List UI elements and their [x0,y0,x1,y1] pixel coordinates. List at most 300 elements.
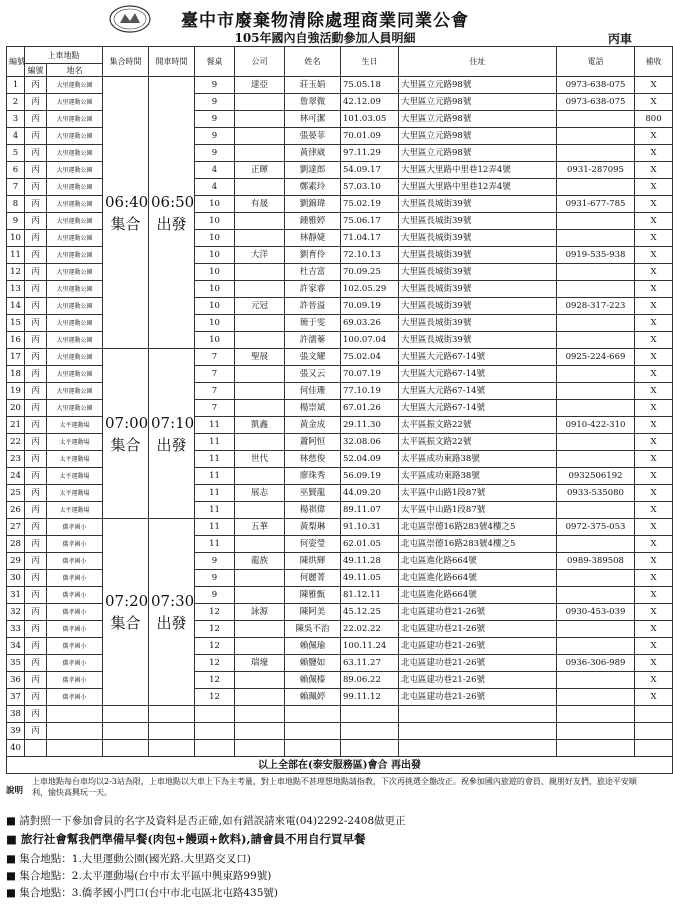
subsidy: X [635,298,673,315]
boarding-place: 大里運動公園 [47,264,103,281]
member-name: 許家睿 [285,281,341,298]
boarding-place: 太平運動場 [47,434,103,451]
member-name: 張文耀 [285,349,341,366]
col-gather-time: 集合時間 [103,47,149,77]
row-number: 15 [7,315,25,332]
company-name [235,315,285,332]
company-name [235,587,285,604]
note-bullet-5: ■ 集合地點：3.僑孝國小門口(台中市北屯區北屯路435號) [6,887,279,899]
depart-time-cell [149,706,195,723]
subsidy: X [635,179,673,196]
meal-table: 12 [195,689,235,706]
birth-date: 75.02.04 [341,349,399,366]
meal-table: 11 [195,502,235,519]
subsidy: X [635,672,673,689]
boarding-code: 丙 [25,179,47,196]
subsidy [635,706,673,723]
meal-table: 9 [195,145,235,162]
phone [557,740,635,757]
member-name: 賴佩瑜 [285,638,341,655]
note-bullet-1: ■ 請對照一下參加會員的名字及資料是否正確,如有錯誤請來電(04)2292-2408做更正 [6,815,406,827]
row-number: 12 [7,264,25,281]
address: 大里區立元路98號 [399,111,557,128]
meal-table: 9 [195,570,235,587]
phone [557,434,635,451]
boarding-place: 大里運動公園 [47,349,103,366]
boarding-code: 丙 [25,111,47,128]
gather-time-cell: 07:20 集合 [103,519,149,706]
birth-date: 69.03.26 [341,315,399,332]
meal-table: 11 [195,536,235,553]
boarding-code [25,740,47,757]
birth-date: 63.11.27 [341,655,399,672]
boarding-code: 丙 [25,332,47,349]
member-name: 詹翠微 [285,94,341,111]
member-name: 陳阿美 [285,604,341,621]
member-name: 張又云 [285,366,341,383]
boarding-code: 丙 [25,434,47,451]
meal-table: 7 [195,366,235,383]
birth-date: 100.11.24 [341,638,399,655]
subsidy: X [635,77,673,94]
col-no: 編號 [7,47,25,77]
gather-time-cell [103,723,149,740]
meal-table: 9 [195,94,235,111]
table-footer: 以上全部在(泰安服務區)會合 再出發 [7,757,673,774]
boarding-place [47,706,103,723]
meal-table: 7 [195,349,235,366]
boarding-code: 丙 [25,502,47,519]
boarding-code: 丙 [25,536,47,553]
meal-table: 9 [195,111,235,128]
explanation-label: 說明 [6,786,24,796]
depart-time-cell: 07:10 出發 [149,349,195,519]
birth-date: 49.11.28 [341,553,399,570]
phone [557,570,635,587]
address: 北屯區建功巷21-26號 [399,672,557,689]
member-name: 楊崇斌 [285,400,341,417]
member-name: 廖珠秀 [285,468,341,485]
birth-date: 75.06.17 [341,213,399,230]
col-boarding: 上車地點 [25,47,103,64]
boarding-code: 丙 [25,247,47,264]
member-name: 楊祺偉 [285,502,341,519]
row-number: 14 [7,298,25,315]
company-name: 詠源 [235,604,285,621]
row-number: 3 [7,111,25,128]
subsidy: X [635,128,673,145]
subsidy: X [635,196,673,213]
address: 大里區長城街39號 [399,213,557,230]
member-name: 鄭素玲 [285,179,341,196]
address: 北屯區建功巷21-26號 [399,655,557,672]
company-name: 瑞壕 [235,655,285,672]
birth-date: 57.03.10 [341,179,399,196]
meal-table: 10 [195,298,235,315]
member-name: 黃律崴 [285,145,341,162]
depart-time-cell [149,723,195,740]
subsidy: X [635,281,673,298]
col-meal: 餐桌 [195,47,235,77]
company-name [235,689,285,706]
company-name [235,111,285,128]
company-name [235,264,285,281]
address: 北屯區進化路664號 [399,570,557,587]
phone [557,128,635,145]
boarding-place: 大里運動公園 [47,383,103,400]
page-subtitle: 105年國內自強活動參加人員明細 [234,31,416,45]
subsidy: X [635,536,673,553]
col-name: 姓名 [285,47,341,77]
depart-time-cell [149,740,195,757]
phone [557,706,635,723]
birth-date: 91.10.31 [341,519,399,536]
boarding-code: 丙 [25,451,47,468]
company-name: 五華 [235,519,285,536]
table-row [7,706,673,723]
boarding-code: 丙 [25,519,47,536]
address: 大里區長城街39號 [399,281,557,298]
boarding-place: 大里運動公園 [47,77,103,94]
company-name [235,706,285,723]
boarding-code: 丙 [25,706,47,723]
member-name: 張晏菲 [285,128,341,145]
boarding-code: 丙 [25,417,47,434]
meal-table: 7 [195,400,235,417]
row-number: 6 [7,162,25,179]
row-number: 17 [7,349,25,366]
boarding-place: 僑孝國小 [47,638,103,655]
boarding-code: 丙 [25,281,47,298]
boarding-place: 大里運動公園 [47,332,103,349]
member-name [285,740,341,757]
company-name: 龍族 [235,553,285,570]
birth-date: 89.06.22 [341,672,399,689]
boarding-place: 大里運動公園 [47,247,103,264]
member-name: 賴鹽如 [285,655,341,672]
boarding-place: 大里運動公園 [47,196,103,213]
meal-table: 10 [195,332,235,349]
col-company: 公司 [235,47,285,77]
birth-date: 70.09.25 [341,264,399,281]
col-address: 住址 [399,47,557,77]
gather-time-cell [103,706,149,723]
row-number: 25 [7,485,25,502]
gather-time-cell [103,740,149,757]
subsidy: X [635,145,673,162]
phone: 0928-317-223 [557,298,635,315]
boarding-place: 僑孝國小 [47,570,103,587]
subsidy: X [635,485,673,502]
meal-table: 10 [195,315,235,332]
subsidy: X [635,689,673,706]
row-number: 5 [7,145,25,162]
boarding-place: 僑孝國小 [47,655,103,672]
boarding-place: 僑孝國小 [47,553,103,570]
header-row-1 [7,47,673,64]
subsidy: X [635,570,673,587]
boarding-code: 丙 [25,94,47,111]
boarding-place: 大里運動公園 [47,213,103,230]
meal-table [195,740,235,757]
member-name: 何姿瑩 [285,536,341,553]
phone: 0933-535080 [557,485,635,502]
address: 太平區振文路22號 [399,417,557,434]
subsidy: X [635,638,673,655]
address: 太平區成功東路38號 [399,468,557,485]
member-name: 鍾雅婷 [285,213,341,230]
member-name: 陳雅甄 [285,587,341,604]
explanation-text: 上車地點每台車均以2-3站為限，上車地點以大車上下為主考量，對上車地點不甚理想地點請指教，下次再挑選全盤改正。祝參加國內旅遊的會員、親朋好友們，旅途平安順利，愉快高興玩一天。 [32,777,637,797]
address: 北屯區建功巷21-26號 [399,604,557,621]
birth-date: 62.01.05 [341,536,399,553]
company-name [235,213,285,230]
company-name: 正暉 [235,162,285,179]
address: 北屯區建功巷21-26號 [399,638,557,655]
phone [557,689,635,706]
row-number: 30 [7,570,25,587]
meal-table: 10 [195,213,235,230]
birth-date: 97.11.29 [341,145,399,162]
company-name [235,400,285,417]
subsidy: X [635,349,673,366]
table-row [7,77,673,94]
member-name: 劉錦瑋 [285,196,341,213]
member-name: 陳烘輝 [285,553,341,570]
meal-table: 7 [195,383,235,400]
subsidy: X [635,247,673,264]
row-number: 29 [7,553,25,570]
subsidy: X [635,434,673,451]
boarding-code: 丙 [25,383,47,400]
boarding-place: 大里運動公園 [47,111,103,128]
company-name [235,179,285,196]
boarding-code: 丙 [25,621,47,638]
boarding-place: 太平運動場 [47,417,103,434]
company-name [235,638,285,655]
phone [557,281,635,298]
company-name [235,723,285,740]
table-row [7,519,673,536]
boarding-place: 大里運動公園 [47,298,103,315]
meal-table: 11 [195,519,235,536]
boarding-place: 大里運動公園 [47,145,103,162]
boarding-code: 丙 [25,723,47,740]
subsidy: X [635,366,673,383]
subsidy: X [635,553,673,570]
row-number: 39 [7,723,25,740]
meal-table: 10 [195,196,235,213]
member-name: 黃金成 [285,417,341,434]
row-number: 2 [7,94,25,111]
boarding-place: 僑孝國小 [47,604,103,621]
boarding-code: 丙 [25,298,47,315]
boarding-code: 丙 [25,315,47,332]
phone [557,502,635,519]
phone: 0936-306-989 [557,655,635,672]
address: 大里區大里路中里巷12弄4號 [399,179,557,196]
birth-date [341,706,399,723]
meal-table: 9 [195,553,235,570]
phone: 0919-535-938 [557,247,635,264]
phone [557,587,635,604]
boarding-code: 丙 [25,570,47,587]
meal-table: 12 [195,621,235,638]
subsidy: X [635,502,673,519]
phone [557,451,635,468]
address: 北屯區崇德16路283號4樓之5 [399,536,557,553]
company-name [235,230,285,247]
phone [557,383,635,400]
company-name [235,145,285,162]
birth-date: 32.08.06 [341,434,399,451]
table-row [7,723,673,740]
boarding-place: 僑孝國小 [47,519,103,536]
subsidy: 800 [635,111,673,128]
address: 大里區大元路67-14號 [399,349,557,366]
row-number: 35 [7,655,25,672]
address: 大里區立元路98號 [399,94,557,111]
address: 太平區振文路22號 [399,434,557,451]
phone: 0931-677-785 [557,196,635,213]
boarding-place: 僑孝國小 [47,689,103,706]
subsidy: X [635,264,673,281]
roster-table [6,46,673,774]
address: 大里區長城街39號 [399,332,557,349]
company-name [235,332,285,349]
phone [557,332,635,349]
subsidy: X [635,417,673,434]
meal-table [195,706,235,723]
company-name [235,621,285,638]
address: 北屯區崇德16路283號4樓之5 [399,519,557,536]
subsidy: X [635,383,673,400]
gather-time-cell: 06:40 集合 [103,77,149,349]
phone: 0931-287095 [557,162,635,179]
boarding-place: 太平運動場 [47,468,103,485]
company-name: 凱鑫 [235,417,285,434]
explanation [6,776,646,798]
row-number: 21 [7,417,25,434]
boarding-code: 丙 [25,553,47,570]
company-name: 元冠 [235,298,285,315]
birth-date: 22.02.22 [341,621,399,638]
boarding-code: 丙 [25,468,47,485]
meal-table: 12 [195,604,235,621]
boarding-place [47,723,103,740]
boarding-code: 丙 [25,400,47,417]
boarding-code: 丙 [25,672,47,689]
boarding-place: 大里運動公園 [47,366,103,383]
col-birth: 生日 [341,47,399,77]
note-bullet-2: ■ 旅行社會幫我們準備早餐(肉包+饅頭+飲料),請會員不用自行買早餐 [6,832,366,846]
phone: 0973-638-075 [557,77,635,94]
row-number: 36 [7,672,25,689]
row-number: 33 [7,621,25,638]
subsidy: X [635,332,673,349]
subsidy: X [635,519,673,536]
company-name [235,128,285,145]
phone [557,230,635,247]
birth-date: 42.12.09 [341,94,399,111]
boarding-place: 大里運動公園 [47,179,103,196]
birth-date: 72.10.13 [341,247,399,264]
row-number: 23 [7,451,25,468]
birth-date [341,723,399,740]
note-bullet-4: ■ 集合地點：2.太平運動場(台中市太平區中興東路99號) [6,870,272,882]
member-name: 杜吉富 [285,264,341,281]
roster-body [7,77,673,774]
phone [557,111,635,128]
meal-table [195,723,235,740]
company-name [235,94,285,111]
address: 太平區中山路1段87號 [399,502,557,519]
member-name [285,706,341,723]
address: 北屯區進化路664號 [399,553,557,570]
subsidy: X [635,604,673,621]
phone [557,536,635,553]
depart-time-cell: 06:50 出發 [149,77,195,349]
birth-date: 100.07.04 [341,332,399,349]
birth-date: 70.01.09 [341,128,399,145]
col-depart-time: 開車時間 [149,47,195,77]
boarding-place: 僑孝國小 [47,587,103,604]
member-name: 林靜婕 [285,230,341,247]
row-number: 34 [7,638,25,655]
member-name: 賴珮婷 [285,689,341,706]
boarding-place: 太平運動場 [47,502,103,519]
birth-date: 70.09.19 [341,298,399,315]
phone [557,621,635,638]
boarding-code: 丙 [25,230,47,247]
birth-date: 71.04.17 [341,230,399,247]
subsidy: X [635,230,673,247]
meal-table: 11 [195,434,235,451]
boarding-place: 僑孝國小 [47,536,103,553]
boarding-code: 丙 [25,213,47,230]
company-name: 世代 [235,451,285,468]
member-name: 劉育伶 [285,247,341,264]
phone [557,315,635,332]
col-code: 編號 [25,64,47,77]
subsidy: X [635,315,673,332]
meal-table: 12 [195,638,235,655]
meal-table: 11 [195,451,235,468]
address: 大里區長城街39號 [399,298,557,315]
member-name: 巫賢龍 [285,485,341,502]
boarding-place: 僑孝國小 [47,621,103,638]
company-name: 展志 [235,485,285,502]
member-name: 陳吳不治 [285,621,341,638]
row-number: 18 [7,366,25,383]
boarding-code: 丙 [25,145,47,162]
col-place: 地名 [47,64,103,77]
phone [557,145,635,162]
address: 大里區長城街39號 [399,315,557,332]
vehicle-label: 丙車 [607,32,632,46]
row-number: 7 [7,179,25,196]
address: 大里區長城街39號 [399,196,557,213]
row-number: 31 [7,587,25,604]
phone: 0930-453-039 [557,604,635,621]
birth-date: 70.07.19 [341,366,399,383]
address: 北屯區進化路664號 [399,587,557,604]
boarding-place: 大里運動公園 [47,315,103,332]
subsidy: X [635,451,673,468]
row-number: 40 [7,740,25,757]
birth-date [341,740,399,757]
subsidy: X [635,213,673,230]
